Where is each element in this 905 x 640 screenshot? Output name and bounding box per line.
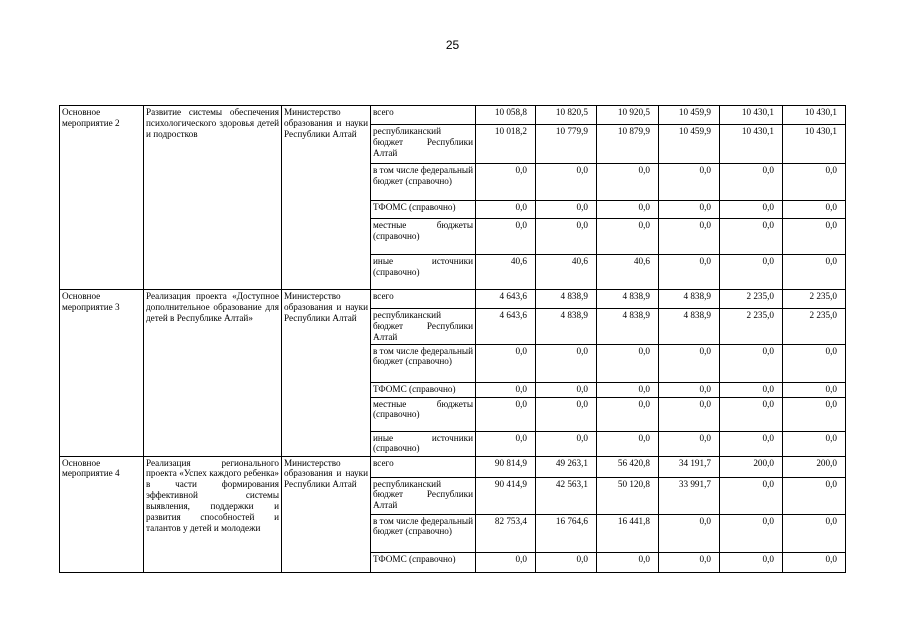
funding-value: 0,0 <box>659 219 720 255</box>
funding-value: 10 430,1 <box>720 125 783 164</box>
funding-value: 33 991,7 <box>659 477 720 514</box>
table-row <box>60 106 846 125</box>
funding-value: 4 838,9 <box>597 290 659 309</box>
funding-value: 0,0 <box>659 397 720 431</box>
funding-value: 0,0 <box>720 201 783 219</box>
measure-executor: Министерство образования и науки Республики Алтай <box>282 106 371 290</box>
funding-value: 0,0 <box>536 344 597 382</box>
funding-value: 0,0 <box>720 552 783 572</box>
funding-source: республиканский бюджет Республики Алтай <box>371 309 476 345</box>
funding-value: 0,0 <box>783 431 846 456</box>
funding-value: 0,0 <box>783 397 846 431</box>
funding-value: 0,0 <box>536 201 597 219</box>
funding-source: всего <box>371 290 476 309</box>
funding-source: ТФОМС (справочно) <box>371 201 476 219</box>
funding-value: 4 838,9 <box>659 309 720 345</box>
funding-value: 0,0 <box>720 219 783 255</box>
funding-value: 0,0 <box>720 382 783 397</box>
funding-value: 0,0 <box>597 201 659 219</box>
funding-value: 0,0 <box>659 344 720 382</box>
funding-value: 0,0 <box>783 201 846 219</box>
funding-source: иные источники (справочно) <box>371 255 476 290</box>
funding-value: 40,6 <box>597 255 659 290</box>
funding-value: 0,0 <box>720 344 783 382</box>
table-body <box>60 106 846 573</box>
funding-value: 0,0 <box>476 164 536 201</box>
funding-value: 0,0 <box>536 219 597 255</box>
measure-name: Основное мероприятие 4 <box>60 456 144 572</box>
funding-value: 0,0 <box>783 552 846 572</box>
funding-value: 200,0 <box>783 456 846 477</box>
funding-value: 0,0 <box>597 431 659 456</box>
funding-source: местные бюджеты (справочно) <box>371 219 476 255</box>
funding-source: всего <box>371 456 476 477</box>
funding-source: республиканский бюджет Республики Алтай <box>371 125 476 164</box>
funding-value: 0,0 <box>597 552 659 572</box>
funding-value: 10 430,1 <box>783 106 846 125</box>
funding-source: ТФОМС (справочно) <box>371 382 476 397</box>
funding-value: 0,0 <box>659 164 720 201</box>
funding-value: 0,0 <box>720 255 783 290</box>
funding-value: 40,6 <box>476 255 536 290</box>
funding-value: 0,0 <box>720 164 783 201</box>
measure-description: Развитие системы обеспечения психологического здоровья детей и подростков <box>144 106 282 290</box>
funding-source: местные бюджеты (справочно) <box>371 397 476 431</box>
measure-description: Реализация регионального проекта «Успех каждого ребенка» в части формирования эффективной системы выявления, поддержки и развития способностей и талантов у детей и молодежи <box>144 456 282 572</box>
funding-value: 0,0 <box>783 382 846 397</box>
funding-value: 10 430,1 <box>783 125 846 164</box>
funding-value: 82 753,4 <box>476 514 536 552</box>
funding-value: 0,0 <box>659 431 720 456</box>
funding-value: 0,0 <box>720 477 783 514</box>
funding-value: 0,0 <box>659 552 720 572</box>
funding-value: 4 643,6 <box>476 290 536 309</box>
funding-value: 2 235,0 <box>783 290 846 309</box>
funding-value: 0,0 <box>783 344 846 382</box>
funding-value: 0,0 <box>476 201 536 219</box>
funding-value: 50 120,8 <box>597 477 659 514</box>
funding-value: 10 820,5 <box>536 106 597 125</box>
funding-value: 10 920,5 <box>597 106 659 125</box>
funding-value: 10 018,2 <box>476 125 536 164</box>
measure-name: Основное мероприятие 2 <box>60 106 144 290</box>
funding-value: 42 563,1 <box>536 477 597 514</box>
funding-value: 56 420,8 <box>597 456 659 477</box>
funding-value: 10 058,8 <box>476 106 536 125</box>
budget-table <box>59 105 846 573</box>
funding-value: 4 838,9 <box>659 290 720 309</box>
funding-value: 0,0 <box>536 382 597 397</box>
funding-value: 10 459,9 <box>659 106 720 125</box>
funding-value: 2 235,0 <box>783 309 846 345</box>
funding-value: 0,0 <box>536 552 597 572</box>
page-number: 25 <box>445 38 460 52</box>
funding-value: 0,0 <box>476 397 536 431</box>
funding-value: 2 235,0 <box>720 290 783 309</box>
measure-executor: Министерство образования и науки Республики Алтай <box>282 290 371 457</box>
funding-value: 0,0 <box>720 431 783 456</box>
funding-value: 0,0 <box>597 344 659 382</box>
funding-value: 200,0 <box>720 456 783 477</box>
funding-value: 0,0 <box>720 514 783 552</box>
funding-value: 0,0 <box>476 219 536 255</box>
funding-source: республиканский бюджет Республики Алтай <box>371 477 476 514</box>
funding-value: 0,0 <box>659 255 720 290</box>
funding-value: 0,0 <box>536 397 597 431</box>
funding-source: в том числе федеральный бюджет (справочно) <box>371 344 476 382</box>
funding-value: 49 263,1 <box>536 456 597 477</box>
funding-source: иные источники (справочно) <box>371 431 476 456</box>
funding-value: 4 838,9 <box>597 309 659 345</box>
funding-value: 0,0 <box>476 382 536 397</box>
table-row <box>60 456 846 477</box>
funding-source: в том числе федеральный бюджет (справочно) <box>371 514 476 552</box>
funding-value: 0,0 <box>476 344 536 382</box>
funding-value: 4 838,9 <box>536 309 597 345</box>
table-row <box>60 290 846 309</box>
measure-description: Реализация проекта «Доступное дополнительное образование для детей в Республике Алтай» <box>144 290 282 457</box>
funding-value: 10 879,9 <box>597 125 659 164</box>
funding-value: 0,0 <box>783 255 846 290</box>
funding-value: 0,0 <box>720 397 783 431</box>
funding-value: 0,0 <box>597 219 659 255</box>
funding-value: 4 838,9 <box>536 290 597 309</box>
funding-value: 0,0 <box>783 219 846 255</box>
funding-value: 4 643,6 <box>476 309 536 345</box>
funding-value: 0,0 <box>536 164 597 201</box>
funding-value: 40,6 <box>536 255 597 290</box>
funding-value: 0,0 <box>783 164 846 201</box>
funding-value: 0,0 <box>597 397 659 431</box>
funding-value: 0,0 <box>783 514 846 552</box>
funding-value: 0,0 <box>476 431 536 456</box>
funding-value: 10 430,1 <box>720 106 783 125</box>
funding-value: 0,0 <box>476 552 536 572</box>
measure-name: Основное мероприятие 3 <box>60 290 144 457</box>
funding-value: 0,0 <box>659 514 720 552</box>
funding-value: 0,0 <box>659 201 720 219</box>
measure-executor: Министерство образования и науки Республики Алтай <box>282 456 371 572</box>
funding-source: ТФОМС (справочно) <box>371 552 476 572</box>
funding-value: 16 764,6 <box>536 514 597 552</box>
funding-value: 0,0 <box>597 382 659 397</box>
funding-value: 16 441,8 <box>597 514 659 552</box>
funding-value: 2 235,0 <box>720 309 783 345</box>
funding-source: в том числе федеральный бюджет (справочно) <box>371 164 476 201</box>
funding-value: 10 779,9 <box>536 125 597 164</box>
funding-value: 0,0 <box>536 431 597 456</box>
funding-source: всего <box>371 106 476 125</box>
funding-value: 90 814,9 <box>476 456 536 477</box>
funding-value: 0,0 <box>597 164 659 201</box>
funding-value: 90 414,9 <box>476 477 536 514</box>
funding-value: 34 191,7 <box>659 456 720 477</box>
funding-value: 0,0 <box>783 477 846 514</box>
funding-value: 10 459,9 <box>659 125 720 164</box>
funding-value: 0,0 <box>659 382 720 397</box>
